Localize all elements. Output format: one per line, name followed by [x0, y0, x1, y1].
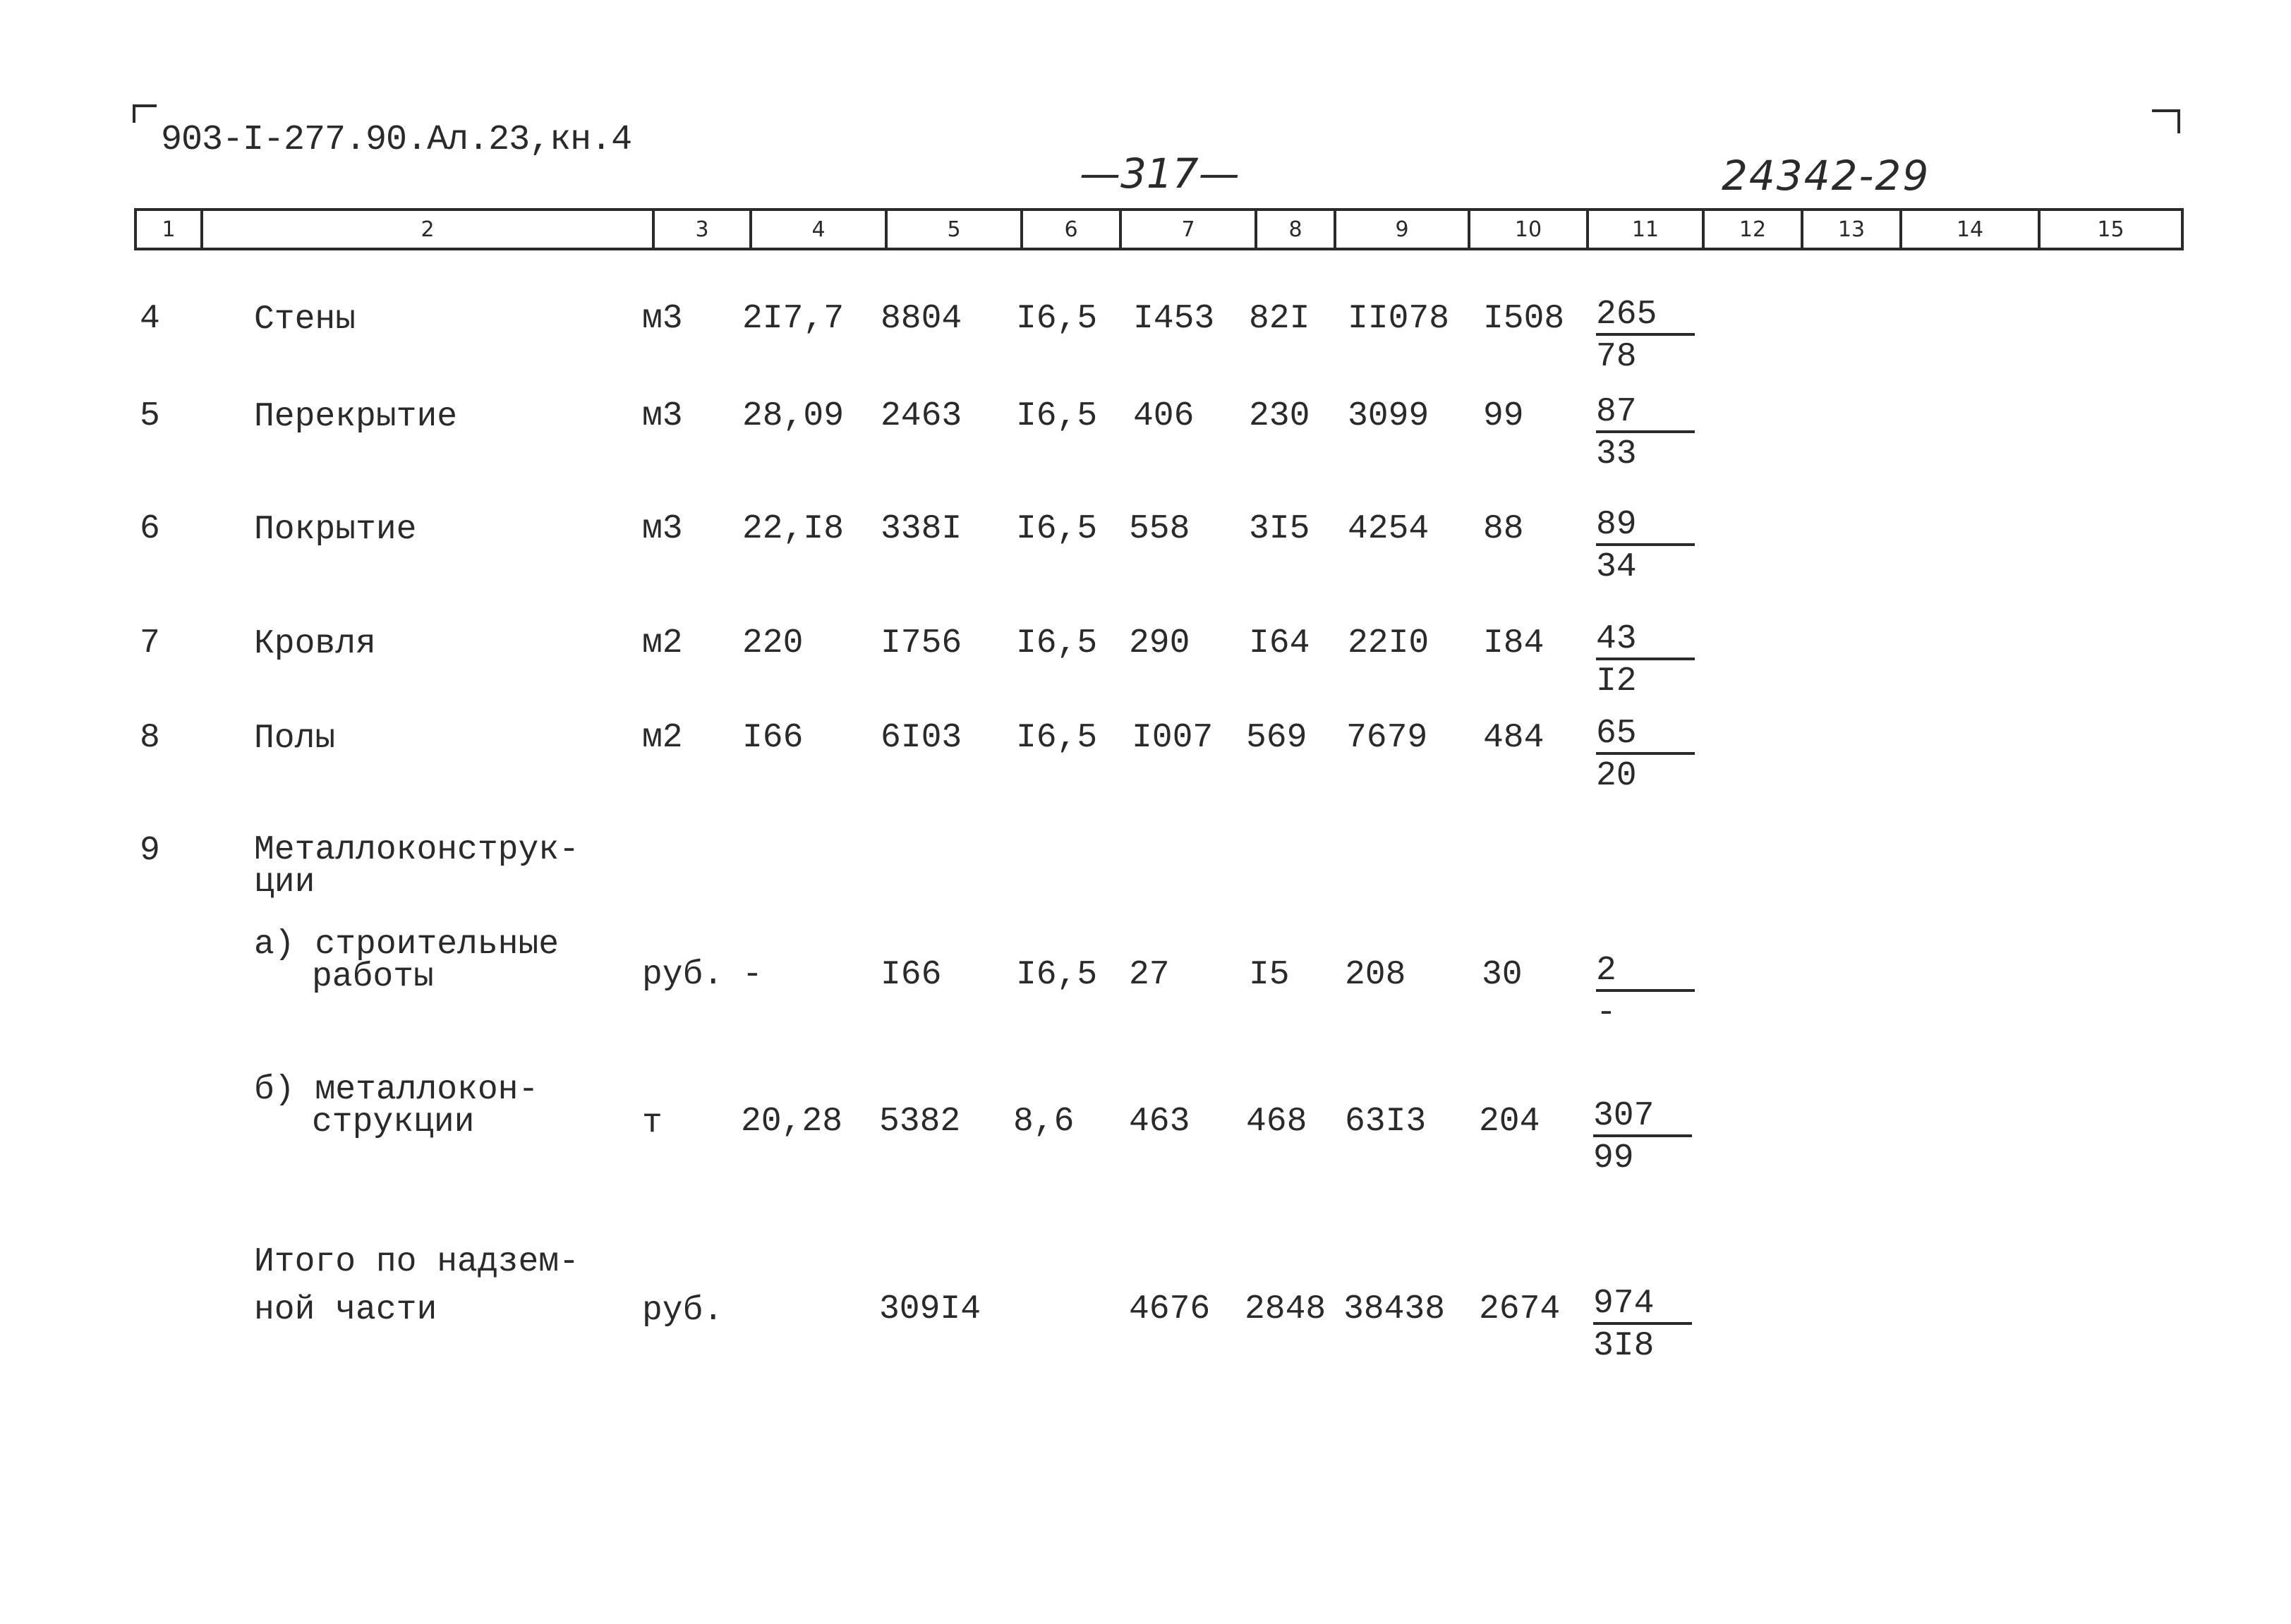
row-name-line2: струкции [312, 1103, 475, 1141]
cell-col5: 5382 [879, 1103, 961, 1141]
cell-col11-fraction [1596, 952, 1695, 1034]
column-number: 14 [1899, 211, 2038, 248]
row-name: Перекрытие [254, 398, 458, 436]
column-number: 5 [885, 211, 1020, 248]
cell-col11-fraction [1593, 1098, 1692, 1180]
row-number: 5 [140, 397, 160, 435]
cell-col11-fraction [1596, 621, 1695, 703]
column-number: 11 [1586, 211, 1702, 248]
row-number: 9 [140, 832, 160, 870]
cell-col7: 27 [1129, 956, 1170, 994]
unit: м2 [642, 719, 683, 757]
row-number: 8 [140, 719, 160, 757]
cell-col10: I84 [1483, 624, 1545, 662]
column-number: 6 [1020, 211, 1119, 248]
cell-col11-fraction [1596, 715, 1695, 797]
cell-col7: 558 [1129, 510, 1190, 548]
cell-col8: 569 [1246, 719, 1307, 757]
cell-col10: 88 [1483, 510, 1524, 548]
column-number: 13 [1801, 211, 1899, 248]
column-number: 10 [1468, 211, 1586, 248]
cell-col8: 3I5 [1249, 510, 1310, 548]
row-number: 4 [140, 300, 160, 338]
column-number: 12 [1702, 211, 1801, 248]
cell-col10: 204 [1479, 1103, 1540, 1141]
cell-col9: 3099 [1348, 397, 1429, 435]
fraction-top: 265 [1596, 296, 1695, 336]
cell-col5: I66 [881, 956, 942, 994]
cell-col5: 2463 [881, 397, 962, 435]
cell-col4: 220 [742, 624, 804, 662]
total-name-line1: Итого по надзем- [254, 1243, 579, 1281]
unit: м3 [642, 510, 683, 548]
row-name: Полы [254, 720, 336, 758]
cell-col5: 8804 [881, 300, 962, 338]
cell-col9: 22I0 [1348, 624, 1429, 662]
cell-col4: 22,I8 [742, 510, 845, 548]
cell-col10: 30 [1482, 956, 1523, 994]
cell-col6: I6,5 [1016, 624, 1098, 662]
cell-col4: - [742, 956, 763, 994]
unit: т [642, 1104, 663, 1142]
cell-col7: 406 [1133, 397, 1195, 435]
column-number: 4 [749, 211, 885, 248]
fraction-bottom: 78 [1596, 338, 1637, 376]
cell-col6: I6,5 [1016, 300, 1098, 338]
corner-mark-right [2152, 109, 2180, 133]
unit: м3 [642, 300, 683, 338]
unit: руб. [642, 956, 724, 994]
document-code: 903-I-277.90.Ал.23,кн.4 [161, 120, 632, 160]
row-name-line2: ции [254, 863, 315, 902]
cell-col8: 2848 [1245, 1290, 1326, 1328]
cell-col7: I453 [1133, 300, 1215, 338]
column-number: 2 [200, 211, 652, 248]
cell-col6: 8,6 [1013, 1103, 1075, 1141]
column-number: 7 [1119, 211, 1255, 248]
column-number-strip [134, 208, 2184, 250]
cell-col7: 290 [1129, 624, 1190, 662]
fraction-bottom: 33 [1596, 435, 1637, 473]
row-name-line1: б) металлокон- [254, 1071, 539, 1109]
unit: м3 [642, 397, 683, 435]
fraction-bottom: 3I8 [1593, 1327, 1655, 1365]
row-name-line1: а) строительные [254, 926, 560, 964]
cell-col10: 484 [1483, 719, 1545, 757]
cell-col8: I64 [1249, 624, 1310, 662]
column-number: 8 [1255, 211, 1334, 248]
cell-col9: 208 [1345, 956, 1406, 994]
fraction-top: 43 [1596, 621, 1695, 660]
cell-col5: 6I03 [881, 719, 962, 757]
total-name-line2: ной части [254, 1291, 437, 1329]
cell-col8: I5 [1249, 956, 1290, 994]
cell-col10: I508 [1483, 300, 1565, 338]
cell-col9: 7679 [1346, 719, 1428, 757]
fraction-bottom: 20 [1596, 757, 1637, 795]
cell-col6: I6,5 [1016, 397, 1098, 435]
cell-col5: I756 [881, 624, 962, 662]
cell-col8: 468 [1246, 1103, 1307, 1141]
fraction-top: 2 [1596, 952, 1695, 992]
fraction-top: 89 [1596, 507, 1695, 546]
cell-col11-fraction [1596, 394, 1695, 475]
cell-col7: I007 [1132, 719, 1214, 757]
cell-col11-fraction [1596, 296, 1695, 378]
cell-col11-fraction [1593, 1285, 1692, 1367]
fraction-bottom: - [1596, 994, 1616, 1032]
fraction-top: 307 [1593, 1098, 1692, 1137]
cell-col9: II078 [1348, 300, 1450, 338]
cell-col10: 99 [1483, 397, 1524, 435]
cell-col6: I6,5 [1016, 956, 1098, 994]
cell-col4: 2I7,7 [742, 300, 845, 338]
cell-col11-fraction [1596, 507, 1695, 588]
cell-col7: 463 [1129, 1103, 1190, 1141]
cell-col6: I6,5 [1016, 719, 1098, 757]
cell-col9: 63I3 [1345, 1103, 1427, 1141]
cell-col9: 4254 [1348, 510, 1429, 548]
fraction-top: 65 [1596, 715, 1695, 755]
cell-col5: 309I4 [879, 1290, 981, 1328]
row-number: 7 [140, 624, 160, 662]
fraction-top: 974 [1593, 1285, 1692, 1325]
column-number: 3 [652, 211, 749, 248]
fraction-top: 87 [1596, 394, 1695, 433]
row-name: Кровля [254, 625, 376, 663]
cell-col8: 230 [1249, 397, 1310, 435]
cell-col10: 2674 [1479, 1290, 1561, 1328]
unit: руб. [642, 1292, 724, 1330]
cell-col6: I6,5 [1016, 510, 1098, 548]
cell-col5: 338I [881, 510, 962, 548]
row-name: Стены [254, 301, 356, 339]
cell-col9: 38438 [1343, 1290, 1446, 1328]
page-number: —317— [1080, 150, 1240, 198]
row-number: 6 [140, 510, 160, 548]
cell-col4: 28,09 [742, 397, 845, 435]
fraction-bottom: 99 [1593, 1139, 1634, 1177]
cell-col4: I66 [742, 719, 804, 757]
cell-col7: 4676 [1129, 1290, 1211, 1328]
unit: м2 [642, 624, 683, 662]
sheet-number: 24342-29 [1722, 152, 1930, 200]
corner-mark-left [133, 104, 157, 123]
column-number: 9 [1334, 211, 1468, 248]
column-number: 1 [162, 217, 176, 242]
fraction-bottom: I2 [1596, 662, 1637, 701]
fraction-bottom: 34 [1596, 548, 1637, 586]
cell-col4: 20,28 [741, 1103, 843, 1141]
row-name-line2: работы [312, 958, 434, 996]
row-name: Покрытие [254, 511, 417, 549]
column-number: 15 [2038, 211, 2181, 248]
cell-col8: 82I [1249, 300, 1310, 338]
row-name-line1: Металлоконструк- [254, 831, 579, 869]
